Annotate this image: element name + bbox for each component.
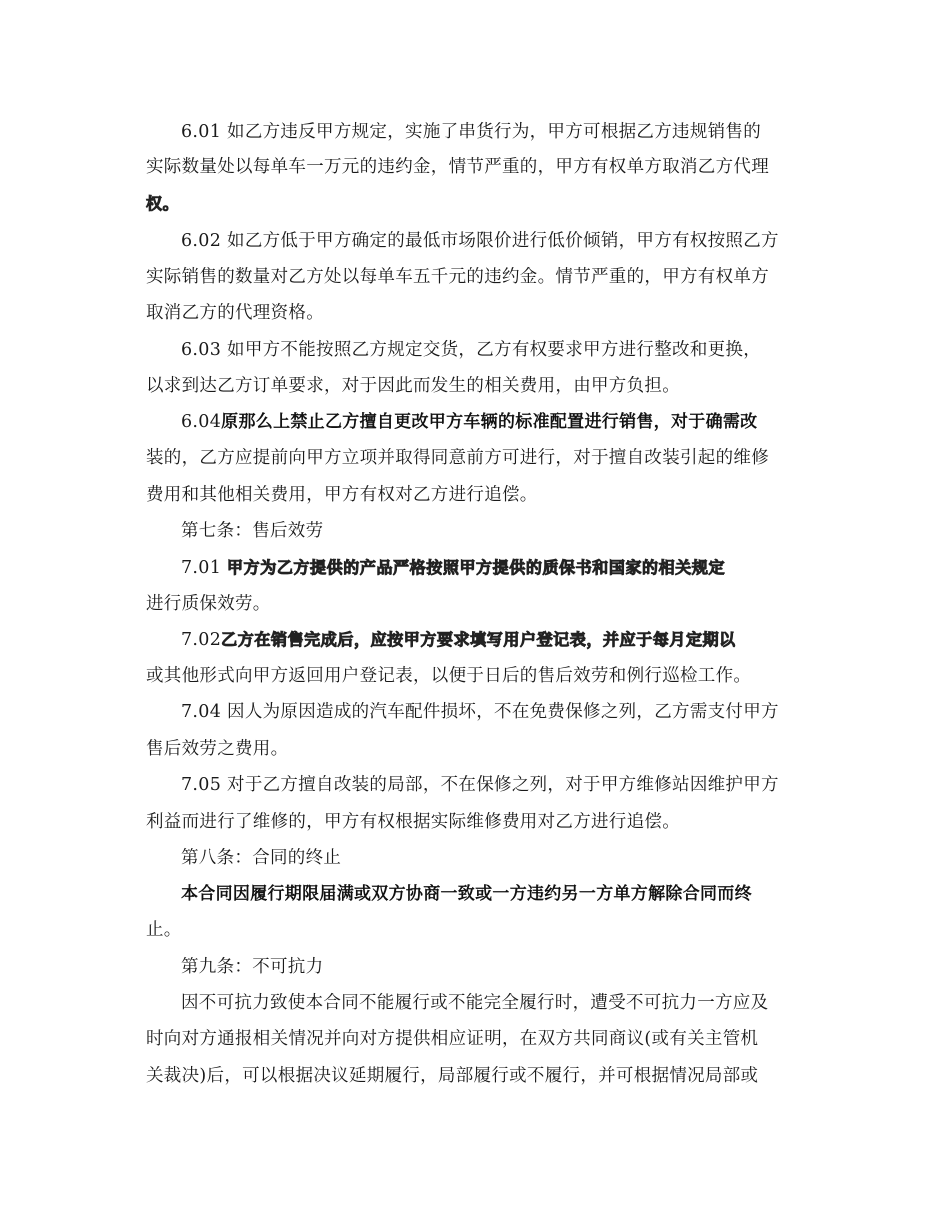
text-line: 7.05 对于乙方擅自改装的局部，不在保修之列，对于甲方维修站因维护甲方 <box>181 775 779 795</box>
text-line <box>181 556 725 580</box>
text-line: 费用和其他相关费用，甲方有权对乙方进行追偿。 <box>146 485 538 505</box>
text-line: 7.04 因人为原因造成的汽车配件损坏，不在免费保修之列，乙方需支付甲方 <box>181 702 779 722</box>
clause-text: 原那么上禁止乙方擅自更改甲方车辆的标准配置进行销售，对于确需改 <box>221 412 758 432</box>
clause-number: 6.04 <box>181 412 222 432</box>
text-line: 实际数量处以每单车一万元的违约金，情节严重的，甲方有权单方取消乙方代理 <box>146 157 769 177</box>
clause-number: 7.02 <box>181 630 222 650</box>
text-line: 因不可抗力致使本合同不能履行或不能完全履行时，遭受不可抗力一方应及 <box>181 993 769 1013</box>
text-line: 6.02 如乙方低于甲方确定的最低市场限价进行低价倾销，甲方有权按照乙方 <box>181 231 779 251</box>
clause-text: 甲方为乙方提供的产品严格按照甲方提供的质保书和国家的相关规定 <box>227 558 726 577</box>
text-line: 止。 <box>146 920 182 940</box>
text-line: 实际销售的数量对乙方处以每单车五千元的违约金。情节严重的，甲方有权单方 <box>146 267 769 287</box>
text-line: 或其他形式向甲方返回用户登记表，以便于日后的售后效劳和例行巡检工作。 <box>146 666 752 686</box>
text-line: 6.01 如乙方违反甲方规定，实施了串货行为，甲方可根据乙方违规销售的 <box>181 122 762 142</box>
text-line: 进行质保效劳。 <box>146 594 271 614</box>
article-7-heading: 第七条：售后效劳 <box>181 521 324 541</box>
text-line <box>181 410 757 434</box>
article-9-heading: 第九条：不可抗力 <box>181 957 324 977</box>
text-line: 时向对方通报相关情况并向对方提供相应证明，在双方共同商议(或有关主管机 <box>146 1029 759 1049</box>
clause-text: 乙方在销售完成后，应按甲方要求填写用户登记表，并应于每月定期以 <box>221 630 736 649</box>
text-line: 利益而进行了维修的，甲方有权根据实际维修费用对乙方进行追偿。 <box>146 812 680 832</box>
text-line: 关裁决)后，可以根据决议延期履行，局部履行或不履行，并可根据情况局部或 <box>146 1066 759 1086</box>
text-line: 售后效劳之费用。 <box>146 739 289 759</box>
article-8-heading: 第八条：合同的终止 <box>181 848 342 868</box>
text-line: 本合同因履行期限届满或双方协商一致或一方违约另一方单方解除合同而终 <box>181 884 752 904</box>
text-line <box>181 628 736 652</box>
text-line: 以求到达乙方订单要求，对于因此而发生的相关费用，由甲方负担。 <box>146 376 680 396</box>
text-line: 装的，乙方应提前向甲方立项并取得同意前方可进行，对于擅自改装引起的维修 <box>146 448 769 468</box>
clause-number: 7.01 <box>181 558 222 578</box>
text-line: 权。 <box>146 194 180 213</box>
text-line: 取消乙方的代理资格。 <box>146 303 324 323</box>
text-line: 6.03 如甲方不能按照乙方规定交货，乙方有权要求甲方进行整改和更换， <box>181 340 762 360</box>
